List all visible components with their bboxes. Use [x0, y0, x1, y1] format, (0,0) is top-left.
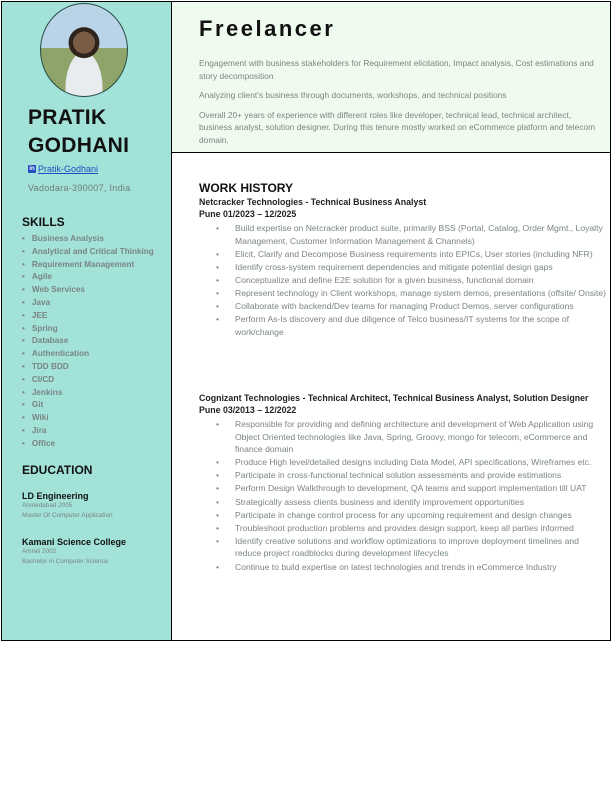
name-first: PRATIK: [28, 106, 107, 129]
job-bullet: • Strategically assess clients business and identify improvement opportunities: [199, 496, 607, 509]
job-bullet: • Participate in change control process for any upcoming requirement and design changes: [199, 509, 607, 522]
job-bullet: • Participate in cross-functional technical solution assessments and provide estimations: [199, 469, 607, 482]
work-history-heading: WORK HISTORY: [199, 181, 294, 195]
job-bullet: • Identify cross-system requirement dependencies and mitigate potential design gaps: [199, 261, 607, 274]
job-entry: [199, 196, 607, 339]
name-last: GODHANI: [28, 134, 130, 157]
job-bullet: • Perform As-Is discovery and due diligence of Telco business/IT systems for the scope of work/change: [199, 313, 607, 338]
job-bullet: • Represent technology in Client workshops, manage system demos, presentations (offsite/ Onsite): [199, 287, 607, 300]
education-entry: [22, 491, 113, 521]
job-bullet: • Perform Design Walkthrough to development, QA teams and support implementation till UAT: [199, 482, 607, 495]
skill-item: • TDD BDD: [22, 361, 154, 374]
school-place: Ahmedabad 2005: [22, 502, 73, 509]
summary-paragraph: Engagement with business stakeholders for Requirement elicitation, Impact analysis, Cost estimations and story decomposition: [199, 58, 594, 81]
job-bullets: [199, 418, 607, 573]
education-heading: EDUCATION: [22, 463, 93, 477]
job-bullet: • Collaborate with backend/Dev teams for managing Product Demos, server configurations: [199, 300, 607, 313]
location: Vadodara-390007, India: [28, 183, 131, 193]
linkedin-link[interactable]: [28, 164, 98, 174]
degree: Bachelor in Computer Science: [22, 558, 109, 565]
skill-item: • Authentication: [22, 348, 154, 361]
job-bullet: • Responsible for providing and defining architecture and development of Web Application using Object Oriented technologies like Java, Spring, Groovy, mongo for telecom, eCommerce and finance domain: [199, 418, 607, 456]
skill-item: • JEE: [22, 310, 154, 323]
job-dates: Pune 03/2013 – 12/2022: [199, 405, 297, 415]
skill-item: • Office: [22, 438, 154, 451]
skill-item: • Requirement Management: [22, 259, 154, 272]
school-name: Kamani Science College: [22, 537, 127, 547]
job-bullet: • Conceptualize and define E2E solution for a given business, functional domain: [199, 274, 607, 287]
sidebar: [2, 2, 172, 640]
job-entry: [199, 392, 607, 574]
summary-paragraph: Overall 20+ years of experience with different roles like developer, technical lead, technical architect, business analyst, solution designer. During this tenure mostly worked on eCommerce platform and telecom domain.: [199, 109, 596, 145]
skill-item: • Jira: [22, 425, 154, 438]
skill-item: • Java: [22, 297, 154, 310]
degree: Master Of Computer Application: [22, 512, 113, 519]
school-place: Amreli 2002: [22, 548, 57, 555]
company-role: Netcracker Technologies - Technical Business Analyst: [199, 197, 427, 207]
linkedin-label[interactable]: Pratik-Godhani: [38, 164, 99, 174]
skill-item: • Wiki: [22, 412, 154, 425]
skill-item: • CI/CD: [22, 374, 154, 387]
profile-photo: [40, 3, 128, 97]
linkedin-icon: in: [29, 166, 35, 172]
skill-item: • Business Analysis: [22, 233, 154, 246]
summary-paragraph: Analyzing client’s business through documents, workshops, and technical positions: [199, 90, 507, 100]
job-bullet: • Build expertise on Netcracker product suite, primarily BSS (Portal, Catalog, Order Mgmt., Loyalty Management, Customer Information Management & Channels): [199, 222, 607, 247]
skill-item: • Git: [22, 399, 154, 412]
skill-item: • Jenkins: [22, 387, 154, 400]
skill-item: • Analytical and Critical Thinking: [22, 246, 154, 259]
education-entry: [22, 537, 126, 567]
job-bullet: • Identify creative solutions and workflow optimizations to improve deployment timelines and reduce project roadblocks during development lifecycles: [199, 535, 607, 560]
skill-item: • Agile: [22, 271, 154, 284]
job-title: Freelancer: [199, 16, 336, 41]
job-dates: Pune 01/2023 – 12/2025: [199, 209, 297, 219]
skill-item: • Spring: [22, 323, 154, 336]
company-role: Cognizant Technologies - Technical Architect, Technical Business Analyst, Solution Designer: [199, 393, 589, 403]
job-bullets: [199, 222, 607, 338]
skill-item: • Web Services: [22, 284, 154, 297]
job-bullet: • Produce High level/detailed designs including Data Model, API specifications, Wireframes etc.: [199, 456, 607, 469]
job-bullet: • Troubleshoot production problems and provides design support, keep all parties informed: [199, 522, 607, 535]
school-name: LD Engineering: [22, 491, 89, 501]
summary: [199, 57, 601, 153]
skills-list: [22, 233, 154, 451]
job-bullet: • Continue to build expertise on latest technologies and trends in eCommerce Industry: [199, 561, 607, 574]
skills-heading: SKILLS: [22, 215, 65, 229]
candidate-name: [28, 104, 129, 160]
job-bullet: • Elicit, Clarify and Decompose Business requirements into EPICs, User stories (including NFR): [199, 248, 607, 261]
skill-item: • Database: [22, 335, 154, 348]
